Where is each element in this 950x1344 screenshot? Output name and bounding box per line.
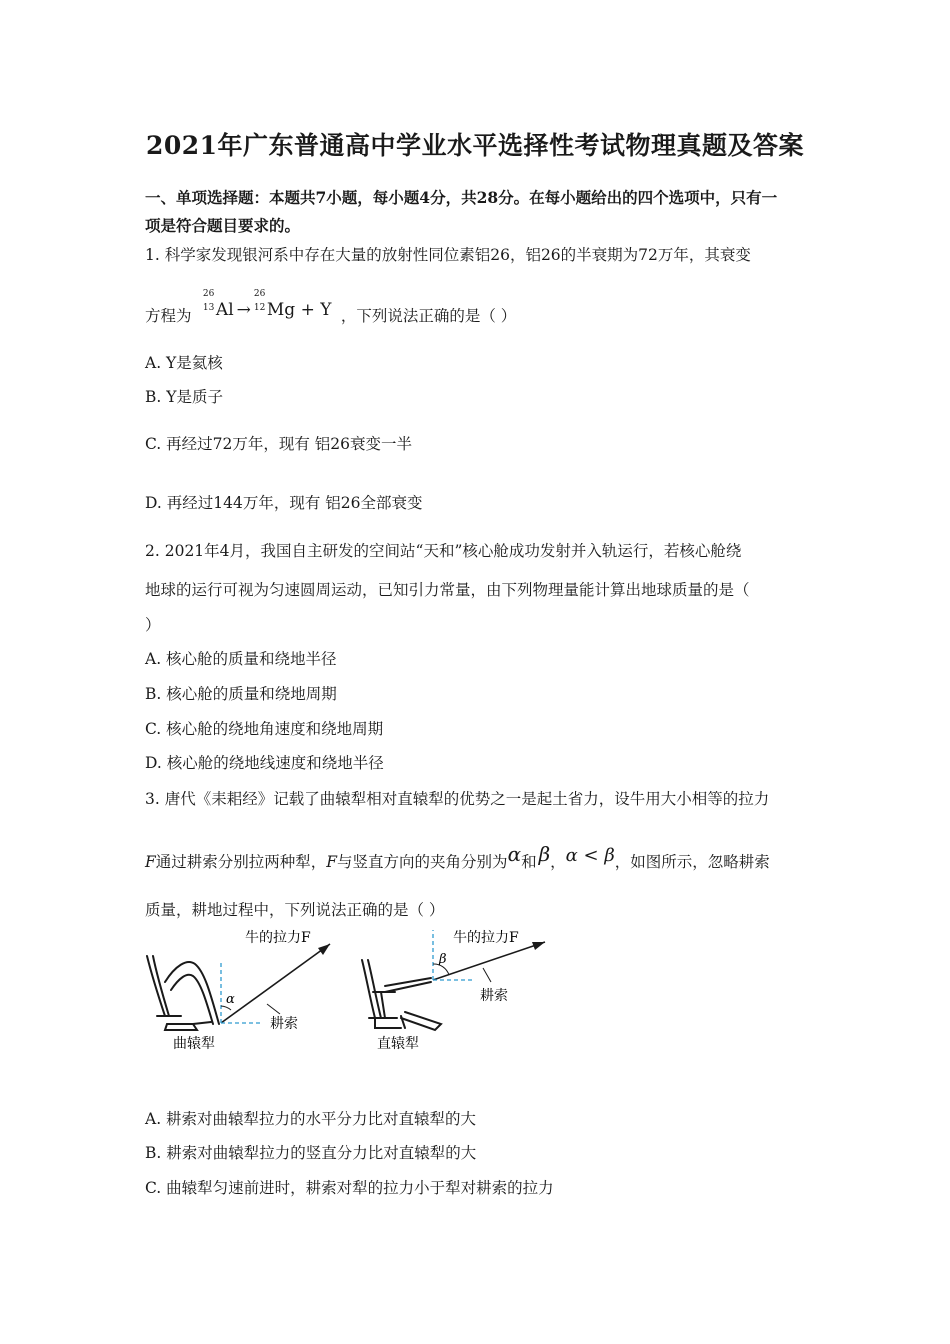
force-symbol: F [326,853,338,871]
q1-prefix: 方程为 [145,307,192,325]
q3-line2-text3: ，如图所示，忽略耕索 [614,853,770,871]
q2-stem-line1: 2. 2021年4月，我国自主研发的空间站“天和”核心舱成功发射并入轨运行，若核心舱绕 [145,542,742,560]
mg-atomic-number: 12 [253,303,266,313]
q2-option-c: C. 核心舱的绕地角速度和绕地周期 [145,720,384,738]
q3-stem-line1: 3. 唐代《耒耜经》记载了曲辕犁相对直辕犁的优势之一是起土省力，设牛用大小相等的拉力 [145,790,770,808]
plus-y: + Y [295,300,332,320]
q2-stem-line2: 地球的运行可视为匀速圆周运动，已知引力常量，由下列物理量能计算出地球质量的是（ [145,581,750,599]
q3-option-b: B. 耕索对曲辕犁拉力的竖直分力比对直辕犁的大 [145,1144,477,1162]
q3-option-c: C. 曲辕犁匀速前进时，耕索对犁的拉力小于犁对耕索的拉力 [145,1179,554,1197]
q3-option-a: A. 耕索对曲辕犁拉力的水平分力比对直辕犁的大 [145,1110,477,1128]
q2-option-d: D. 核心舱的绕地线速度和绕地半径 [145,754,384,772]
q1-option-d: D. 再经过144万年，现有 铝26全部衰变 [145,494,423,512]
alpha-symbol: α [507,842,522,866]
q1-stem-line2 [145,289,517,326]
q3-line2-text2: 与竖直方向的夹角分别为 [337,853,508,871]
decay-arrow: → [236,300,251,320]
right-force-label: 牛的拉力F [453,930,519,946]
q1-option-c: C. 再经过72万年，现有 铝26衰变一半 [145,435,413,453]
q2-stem-line3: ） [145,616,161,634]
right-rope-label: 耕索 [480,988,508,1004]
page-title: 2021年广东普通高中学业水平选择性考试物理真题及答案 [145,131,805,160]
curved-plow-drawing [147,956,219,1030]
q1-suffix: ，下列说法正确的是（ ） [340,307,517,325]
q3-line2-and: 和 [521,853,537,871]
section-heading-line1: 一、单项选择题：本题共7小题，每小题4分，共28分。在每小题给出的四个选项中，只有一 [145,188,778,207]
left-rope-leader [267,1004,280,1014]
section-heading-line2: 项是符合题目要求的。 [145,216,301,235]
q1-option-a: A. Y是氦核 [145,354,223,372]
q3-line2-comma: ， [550,853,566,871]
plow-figure [135,920,565,1055]
decay-equation [198,289,337,320]
q2-option-a: A. 核心舱的质量和绕地半径 [145,650,337,668]
left-rope-label: 耕索 [270,1016,298,1032]
al-atomic-number: 13 [202,303,215,313]
mg-mass-number: 26 [253,289,266,299]
right-angle-label: β [439,952,447,967]
q3-stem-line3: 质量，耕地过程中，下列说法正确的是（ ） [145,901,445,919]
angle-inequality: α < β [565,845,615,866]
al-mass-number: 26 [202,289,215,299]
q2-option-b: B. 核心舱的质量和绕地周期 [145,685,337,703]
right-rope-line [433,942,545,980]
q1-stem-line1: 1. 科学家发现银河系中存在大量的放射性同位素铝26，铝26的半衰期为72万年，其衰变 [145,246,751,264]
straight-plow-drawing [362,960,441,1030]
left-caption: 曲辕犁 [173,1036,215,1052]
q3-stem-line2 [145,842,770,872]
force-symbol: F [145,853,156,871]
al-symbol: Al [215,300,234,320]
beta-symbol: β [538,842,551,866]
right-force-arrowhead [532,942,545,950]
left-angle-label: α [226,992,235,1007]
al-nuclide [202,289,234,320]
q1-option-b: B. Y是质子 [145,388,223,406]
left-force-arrowhead [318,944,330,955]
right-caption: 直辕犁 [377,1036,419,1052]
right-rope-leader [483,968,491,982]
mg-nuclide [253,289,296,320]
left-force-label: 牛的拉力F [245,930,311,946]
q3-line2-text1: 通过耕索分别拉两种犁， [155,853,327,871]
mg-symbol: Mg [266,300,296,320]
